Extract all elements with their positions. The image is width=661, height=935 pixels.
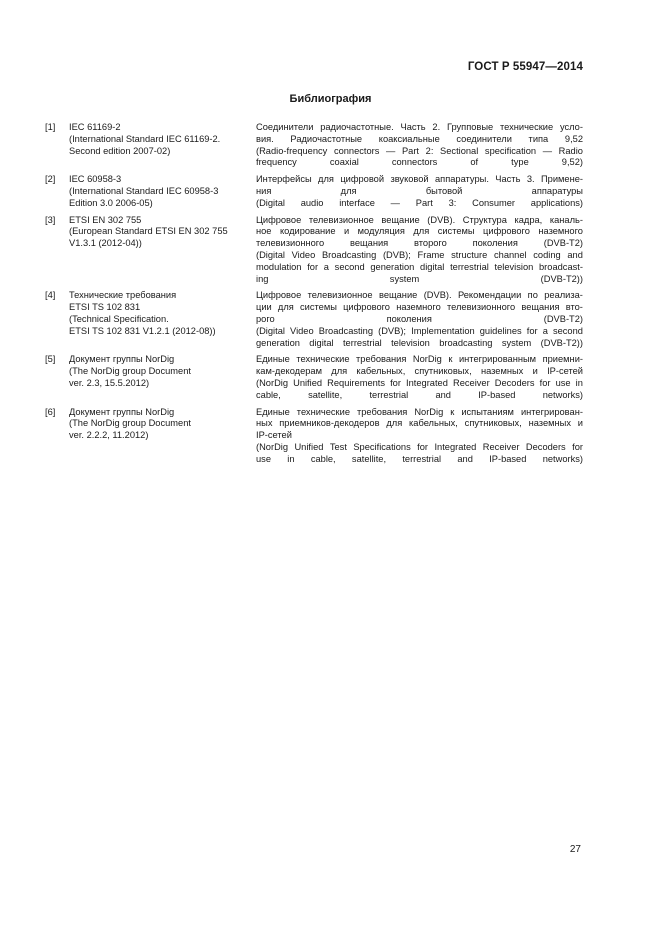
description-line: (NorDig Unified Requirements for Integrated Receiver Decoders for use in: [256, 377, 583, 388]
entry-description: [256, 407, 583, 466]
bibliography-entry: [45, 174, 583, 209]
entry-description: [256, 215, 583, 286]
description-line: (NorDig Unified Test Specifications for Integrated Receiver Decoders for: [256, 441, 583, 452]
reference-line: ETSI TS 102 831 V1.2.1 (2012-08)): [69, 325, 216, 336]
description-line: use in cable, satellite, terrestrial and IP-based networks): [256, 453, 583, 464]
description-line: IP-сетей: [256, 430, 292, 441]
reference-line: (The NorDig group Document: [69, 418, 191, 429]
document-code: ГОСТ Р 55947—2014: [467, 61, 583, 73]
entry-description: [256, 122, 583, 169]
entry-reference: [69, 215, 256, 286]
reference-line: (International Standard IEC 60958-3: [69, 185, 219, 196]
reference-line: IEC 60958-3: [69, 174, 122, 185]
description-line: Цифровое телевизионное вещание (DVB). Структура кадра, каналь-: [256, 214, 583, 225]
description-line: cable, satellite, terrestrial and IP-based networks): [256, 389, 583, 400]
page-title: Библиография: [289, 93, 372, 105]
reference-line: ver. 2.3, 15.5.2012): [69, 377, 150, 388]
description-line: modulation for a second generation digital terrestrial television broadcast-: [256, 261, 583, 272]
entry-description: [256, 290, 583, 349]
description-line: ции для системы цифрового наземного телевизионного вещания вто-: [256, 302, 583, 313]
entry-reference: [69, 174, 256, 209]
description-line: телевизионного вещания второго поколения (DVB-T2): [256, 238, 583, 249]
reference-line: IEC 61169-2: [69, 122, 121, 132]
entry-reference: [69, 122, 256, 169]
description-line: вия. Радиочастотные коаксиальные соединители типа 9,52: [256, 133, 583, 144]
description-line: рого поколения (DVB-T2): [256, 313, 583, 324]
entry-number: [1]: [45, 122, 56, 132]
bibliography-entry: [45, 407, 583, 466]
reference-line: Edition 3.0 2006-05): [69, 197, 153, 208]
description-line: ных приемников-декодеров для кабельных, спутниковых, наземных и: [256, 418, 583, 429]
reference-line: ETSI EN 302 755: [69, 214, 142, 225]
description-line: Цифровое телевизионное вещание (DVB). Рекомендации по реализа-: [256, 290, 583, 301]
description-line: frequency coaxial connectors of type 9,52): [256, 157, 583, 168]
entry-number: [3]: [45, 214, 56, 225]
description-line: (Radio-frequency connectors — Part 2: Sectional specification — Radio: [256, 145, 583, 156]
reference-line: (European Standard ETSI EN 302 755: [69, 226, 228, 237]
bibliography-list: [45, 122, 583, 471]
reference-line: Документ группы NorDig: [69, 406, 175, 417]
description-line: ing system (DVB-T2)): [256, 273, 583, 284]
entry-description: [256, 354, 583, 401]
description-line: (Digital Video Broadcasting (DVB); Frame structure channel coding and: [256, 249, 583, 260]
description-line: (Digital Video Broadcasting (DVB); Implementation guidelines for a second: [256, 325, 583, 336]
entry-number: [6]: [45, 406, 56, 417]
entry-reference: [69, 354, 256, 401]
reference-line: (International Standard IEC 61169-2.: [69, 133, 221, 144]
entry-number: [2]: [45, 174, 56, 185]
reference-line: ETSI TS 102 831: [69, 302, 141, 313]
entry-description: [256, 174, 583, 209]
entry-number: [4]: [45, 290, 56, 301]
entry-number: [5]: [45, 354, 56, 365]
page-number: 27: [569, 844, 581, 855]
description-line: Единые технические требования NorDig к испытаниям интегрирован-: [256, 406, 583, 417]
reference-line: Second edition 2007-02): [69, 145, 171, 156]
reference-line: ver. 2.2.2, 11.2012): [69, 430, 149, 441]
description-line: ния для бытовой аппаратуры: [256, 185, 583, 196]
reference-line: V1.3.1 (2012-04)): [69, 238, 142, 249]
bibliography-entry: [45, 215, 583, 286]
description-line: generation digital terrestrial television broadcasting system (DVB-T2)): [256, 337, 583, 348]
reference-line: Документ группы NorDig: [69, 354, 175, 365]
description-line: ное кодирование и модуляция для системы цифрового наземного: [256, 226, 583, 237]
description-line: Соединители радиочастотные. Часть 2. Групповые технические усло-: [256, 122, 583, 132]
description-line: кам-декодерам для кабельных, спутниковых, наземных и IP-сетей: [256, 366, 583, 377]
entry-reference: [69, 407, 256, 466]
reference-line: Технические требования: [69, 290, 177, 301]
entry-reference: [69, 290, 256, 349]
description-line: (Digital audio interface — Part 3: Consumer applications): [256, 197, 583, 208]
bibliography-entry: [45, 354, 583, 401]
description-line: Единые технические требования NorDig к интегрированным приемни-: [256, 354, 583, 365]
reference-line: (The NorDig group Document: [69, 366, 191, 377]
reference-line: (Technical Specification.: [69, 313, 169, 324]
description-line: Интерфейсы для цифровой звуковой аппаратуры. Часть 3. Примене-: [256, 174, 583, 185]
bibliography-entry: [45, 290, 583, 349]
bibliography-entry: [45, 122, 583, 169]
